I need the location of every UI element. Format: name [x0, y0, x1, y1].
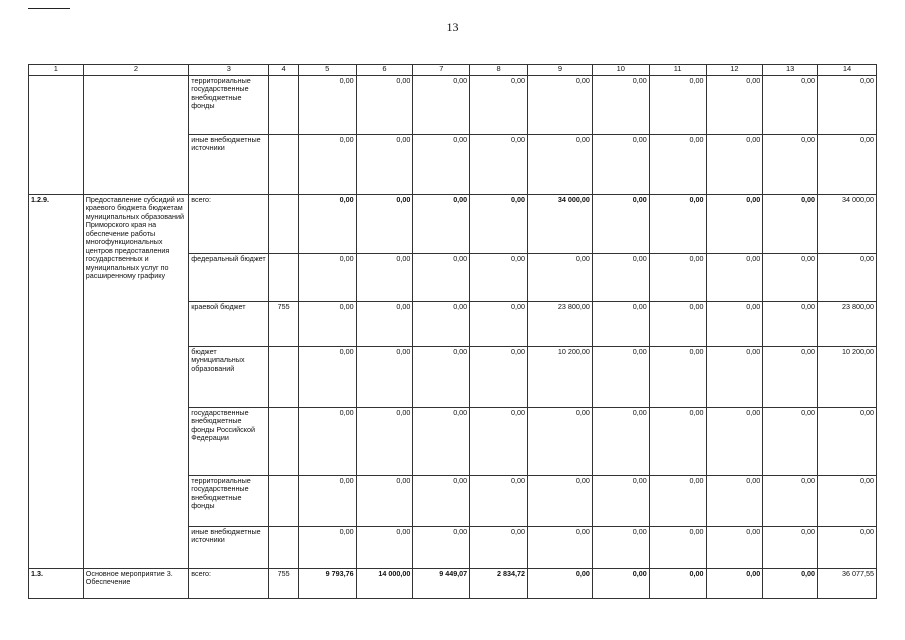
value-cell: 0,00: [818, 135, 877, 195]
value-cell: 0,00: [413, 302, 470, 347]
value-cell: 0,00: [706, 76, 763, 135]
funding-source-cell: всего:: [189, 569, 269, 599]
value-cell: 0,00: [818, 527, 877, 569]
table-row: [29, 76, 877, 135]
value-cell: 0,00: [298, 527, 356, 569]
value-cell: 0,00: [706, 569, 763, 599]
admin-code-cell: [269, 347, 298, 408]
value-cell: 0,00: [592, 254, 649, 302]
value-cell: 0,00: [528, 76, 593, 135]
value-cell: 0,00: [706, 347, 763, 408]
value-cell: 0,00: [706, 302, 763, 347]
value-cell: 0,00: [592, 76, 649, 135]
table-row: [29, 195, 877, 254]
value-cell: 0,00: [356, 408, 413, 476]
table-header-row: [29, 65, 877, 76]
budget-table: [28, 64, 877, 599]
value-cell: 0,00: [649, 476, 706, 527]
value-cell: 0,00: [470, 135, 528, 195]
value-cell: 0,00: [649, 254, 706, 302]
value-cell: 0,00: [818, 408, 877, 476]
value-cell: 0,00: [649, 569, 706, 599]
funding-source-cell: территориальные государственные внебюджетные фонды: [189, 76, 269, 135]
value-cell: 0,00: [706, 135, 763, 195]
value-cell: 10 200,00: [818, 347, 877, 408]
value-cell: 9 793,76: [298, 569, 356, 599]
col-header: 1: [29, 65, 84, 76]
value-cell: 0,00: [298, 76, 356, 135]
value-cell: 34 000,00: [528, 195, 593, 254]
funding-source-cell: иные внебюджетные источники: [189, 527, 269, 569]
item-number-cell: [29, 76, 84, 195]
value-cell: 0,00: [298, 476, 356, 527]
admin-code-cell: 755: [269, 569, 298, 599]
value-cell: 0,00: [470, 76, 528, 135]
admin-code-cell: [269, 76, 298, 135]
value-cell: 0,00: [763, 195, 818, 254]
value-cell: 0,00: [763, 135, 818, 195]
value-cell: 0,00: [528, 135, 593, 195]
value-cell: 0,00: [413, 76, 470, 135]
col-header: 2: [83, 65, 188, 76]
admin-code-cell: [269, 254, 298, 302]
value-cell: 0,00: [356, 347, 413, 408]
value-cell: 0,00: [413, 347, 470, 408]
value-cell: 0,00: [818, 476, 877, 527]
value-cell: 0,00: [763, 527, 818, 569]
value-cell: 0,00: [763, 76, 818, 135]
value-cell: 10 200,00: [528, 347, 593, 408]
col-header: 14: [818, 65, 877, 76]
col-header: 7: [413, 65, 470, 76]
value-cell: 0,00: [356, 195, 413, 254]
value-cell: 0,00: [298, 254, 356, 302]
value-cell: 0,00: [763, 408, 818, 476]
value-cell: 0,00: [649, 347, 706, 408]
funding-source-cell: федеральный бюджет: [189, 254, 269, 302]
value-cell: 0,00: [763, 347, 818, 408]
value-cell: 9 449,07: [413, 569, 470, 599]
value-cell: 0,00: [413, 408, 470, 476]
value-cell: 0,00: [298, 302, 356, 347]
value-cell: 0,00: [763, 254, 818, 302]
value-cell: 0,00: [528, 569, 593, 599]
value-cell: 0,00: [528, 527, 593, 569]
funding-source-cell: иные внебюджетные источники: [189, 135, 269, 195]
value-cell: 0,00: [592, 302, 649, 347]
value-cell: 0,00: [413, 135, 470, 195]
col-header: 4: [269, 65, 298, 76]
admin-code-cell: 755: [269, 302, 298, 347]
col-header: 6: [356, 65, 413, 76]
value-cell: 0,00: [413, 476, 470, 527]
value-cell: 0,00: [356, 302, 413, 347]
value-cell: 0,00: [706, 527, 763, 569]
admin-code-cell: [269, 408, 298, 476]
col-header: 11: [649, 65, 706, 76]
value-cell: 0,00: [528, 408, 593, 476]
value-cell: 0,00: [592, 347, 649, 408]
col-header: 5: [298, 65, 356, 76]
item-name-text: Основное мероприятие 3. Обеспечение: [85, 570, 173, 587]
value-cell: 0,00: [470, 254, 528, 302]
value-cell: 0,00: [706, 476, 763, 527]
item-name-cell: Предоставление субсидий из краевого бюджета бюджетам муниципальных образований Приморского края на обеспечение работы многофункциональных центров предоставления государственных и муниципальных услуг по расширенному графику: [83, 195, 188, 569]
value-cell: 0,00: [592, 408, 649, 476]
value-cell: 0,00: [649, 135, 706, 195]
value-cell: 0,00: [470, 527, 528, 569]
value-cell: 0,00: [592, 569, 649, 599]
funding-source-cell: всего:: [189, 195, 269, 254]
value-cell: 34 000,00: [818, 195, 877, 254]
value-cell: 0,00: [356, 254, 413, 302]
col-header: 9: [528, 65, 593, 76]
value-cell: 0,00: [356, 527, 413, 569]
value-cell: 23 800,00: [818, 302, 877, 347]
value-cell: 0,00: [592, 135, 649, 195]
value-cell: 0,00: [818, 76, 877, 135]
col-header: 13: [763, 65, 818, 76]
value-cell: 0,00: [649, 302, 706, 347]
col-header: 10: [592, 65, 649, 76]
item-number-cell: 1.2.9.: [29, 195, 84, 569]
funding-source-cell: территориальные государственные внебюджетные фонды: [189, 476, 269, 527]
value-cell: 0,00: [528, 476, 593, 527]
admin-code-cell: [269, 476, 298, 527]
value-cell: 0,00: [592, 476, 649, 527]
value-cell: 0,00: [470, 195, 528, 254]
value-cell: 0,00: [649, 527, 706, 569]
value-cell: 0,00: [649, 408, 706, 476]
item-name-cell: [83, 76, 188, 195]
value-cell: 0,00: [592, 527, 649, 569]
item-number-cell: 1.3.: [29, 569, 84, 599]
value-cell: 0,00: [470, 408, 528, 476]
col-header: 3: [189, 65, 269, 76]
value-cell: 0,00: [356, 76, 413, 135]
value-cell: 0,00: [470, 476, 528, 527]
value-cell: 0,00: [763, 302, 818, 347]
value-cell: 23 800,00: [528, 302, 593, 347]
value-cell: 0,00: [763, 476, 818, 527]
value-cell: 0,00: [706, 254, 763, 302]
col-header: 12: [706, 65, 763, 76]
col-header: 8: [470, 65, 528, 76]
item-name-cell: [83, 569, 188, 599]
funding-source-cell: бюджет муниципальных образований: [189, 347, 269, 408]
admin-code-cell: [269, 135, 298, 195]
table-row: [29, 569, 877, 599]
value-cell: 0,00: [763, 569, 818, 599]
value-cell: 0,00: [706, 408, 763, 476]
value-cell: 0,00: [298, 347, 356, 408]
value-cell: 0,00: [298, 195, 356, 254]
value-cell: 0,00: [470, 347, 528, 408]
value-cell: 0,00: [818, 254, 877, 302]
value-cell: 0,00: [413, 195, 470, 254]
value-cell: 2 834,72: [470, 569, 528, 599]
value-cell: 36 077,55: [818, 569, 877, 599]
admin-code-cell: [269, 527, 298, 569]
value-cell: 0,00: [298, 135, 356, 195]
top-rule: [28, 8, 70, 9]
value-cell: 0,00: [298, 408, 356, 476]
value-cell: 0,00: [706, 195, 763, 254]
admin-code-cell: [269, 195, 298, 254]
page-number: 13: [446, 20, 459, 34]
value-cell: 0,00: [413, 254, 470, 302]
value-cell: 0,00: [592, 195, 649, 254]
value-cell: 0,00: [528, 254, 593, 302]
value-cell: 0,00: [649, 76, 706, 135]
funding-source-cell: государственные внебюджетные фонды Российской Федерации: [189, 408, 269, 476]
value-cell: 0,00: [413, 527, 470, 569]
value-cell: 0,00: [649, 195, 706, 254]
value-cell: 14 000,00: [356, 569, 413, 599]
value-cell: 0,00: [470, 302, 528, 347]
funding-source-cell: краевой бюджет: [189, 302, 269, 347]
value-cell: 0,00: [356, 135, 413, 195]
value-cell: 0,00: [356, 476, 413, 527]
